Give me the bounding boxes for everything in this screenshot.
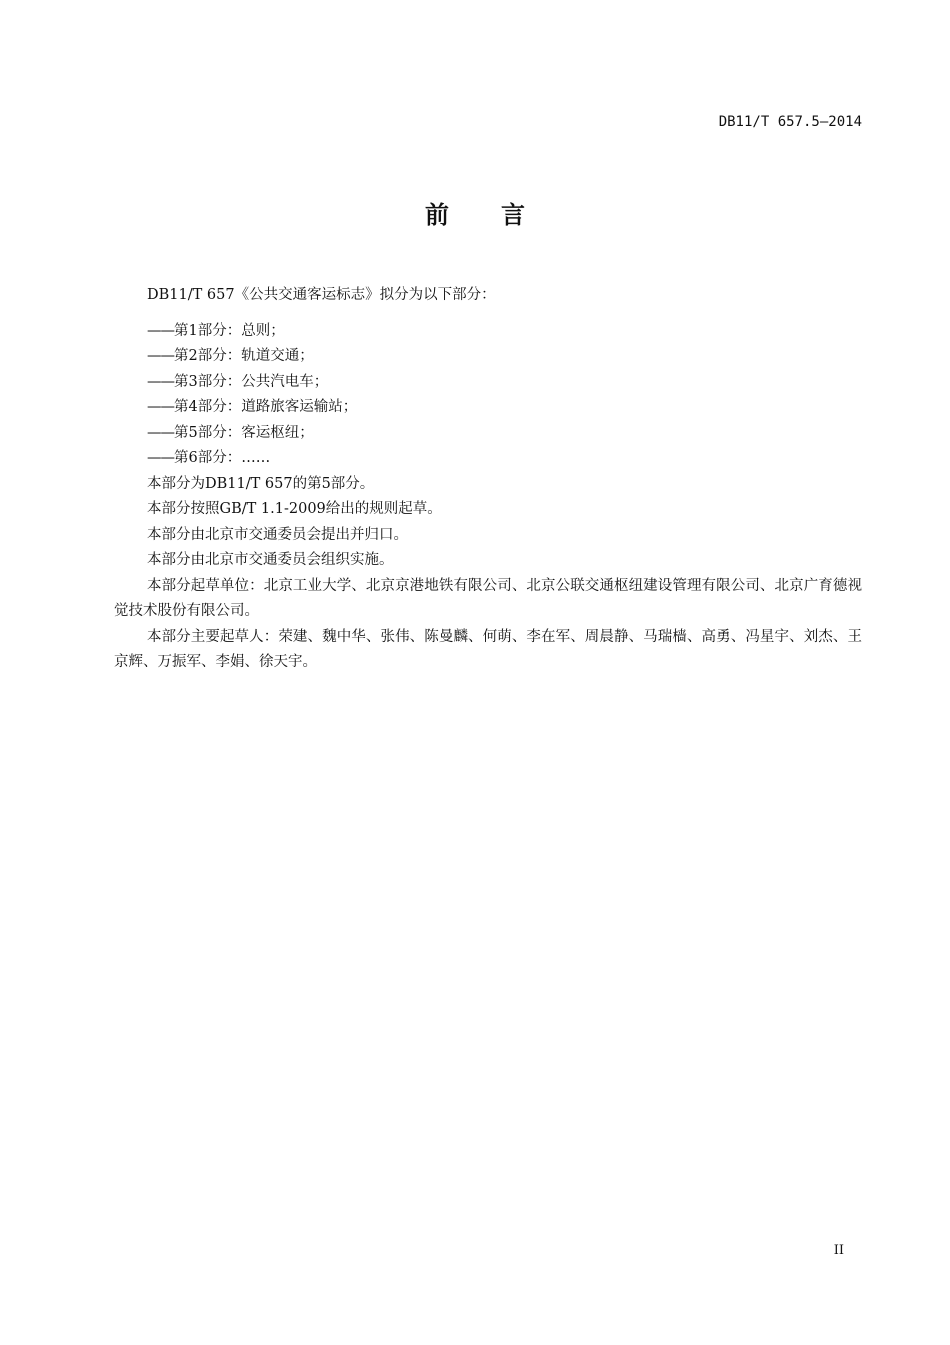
part-statement: 本部分为DB11/T 657的第5部分。 <box>147 475 375 492</box>
list-item-text: 第2部分：轨道交通； <box>174 348 314 364</box>
drafting-rules: 本部分按照GB/T 1.1-2009给出的规则起草。 <box>147 501 442 517</box>
list-dash: —— <box>147 450 174 466</box>
page-number: II <box>833 1243 844 1258</box>
list-item-text: 第3部分：公共汽电车； <box>174 373 329 390</box>
list-dash: —— <box>147 424 174 441</box>
parts-list <box>114 319 862 472</box>
drafting-units: 本部分起草单位：北京工业大学、北京京港地铁有限公司、北京公联交通枢纽建设管理有限公司、北京广育德视觉技术股份有限公司。 <box>114 577 862 619</box>
page-title <box>0 195 950 230</box>
list-dash: —— <box>147 348 174 364</box>
list-dash: —— <box>147 322 174 339</box>
main-drafters: 本部分主要起草人：荣建、魏中华、张伟、陈曼麟、何萌、李在军、周晨静、马瑞樯、高勇、冯星宇、刘杰、王京辉、万振军、李娟、徐天宇。 <box>114 628 862 670</box>
list-dash: —— <box>147 399 174 415</box>
list-dash: —— <box>147 373 174 390</box>
intro-paragraph: DB11/T 657《公共交通客运标志》拟分为以下部分： <box>147 287 496 303</box>
title-char-2: 言 <box>501 201 525 229</box>
list-item-text: 第1部分：总则； <box>174 322 285 339</box>
list-item <box>114 319 862 345</box>
document-body <box>114 283 862 676</box>
implementer-statement: 本部分由北京市交通委员会组织实施。 <box>147 552 394 568</box>
list-item-text: 第5部分：客运枢纽； <box>174 424 314 441</box>
list-item <box>114 344 862 370</box>
list-item <box>114 370 862 396</box>
standard-code: DB11/T 657.5—2014 <box>718 114 862 130</box>
list-item <box>114 395 862 421</box>
list-item <box>114 446 862 472</box>
list-item <box>114 421 862 447</box>
title-char-1: 前 <box>425 201 449 229</box>
list-item-text: 第6部分：…… <box>174 450 271 466</box>
proposer-statement: 本部分由北京市交通委员会提出并归口。 <box>147 526 408 543</box>
list-item-text: 第4部分：道路旅客运输站； <box>174 399 358 415</box>
